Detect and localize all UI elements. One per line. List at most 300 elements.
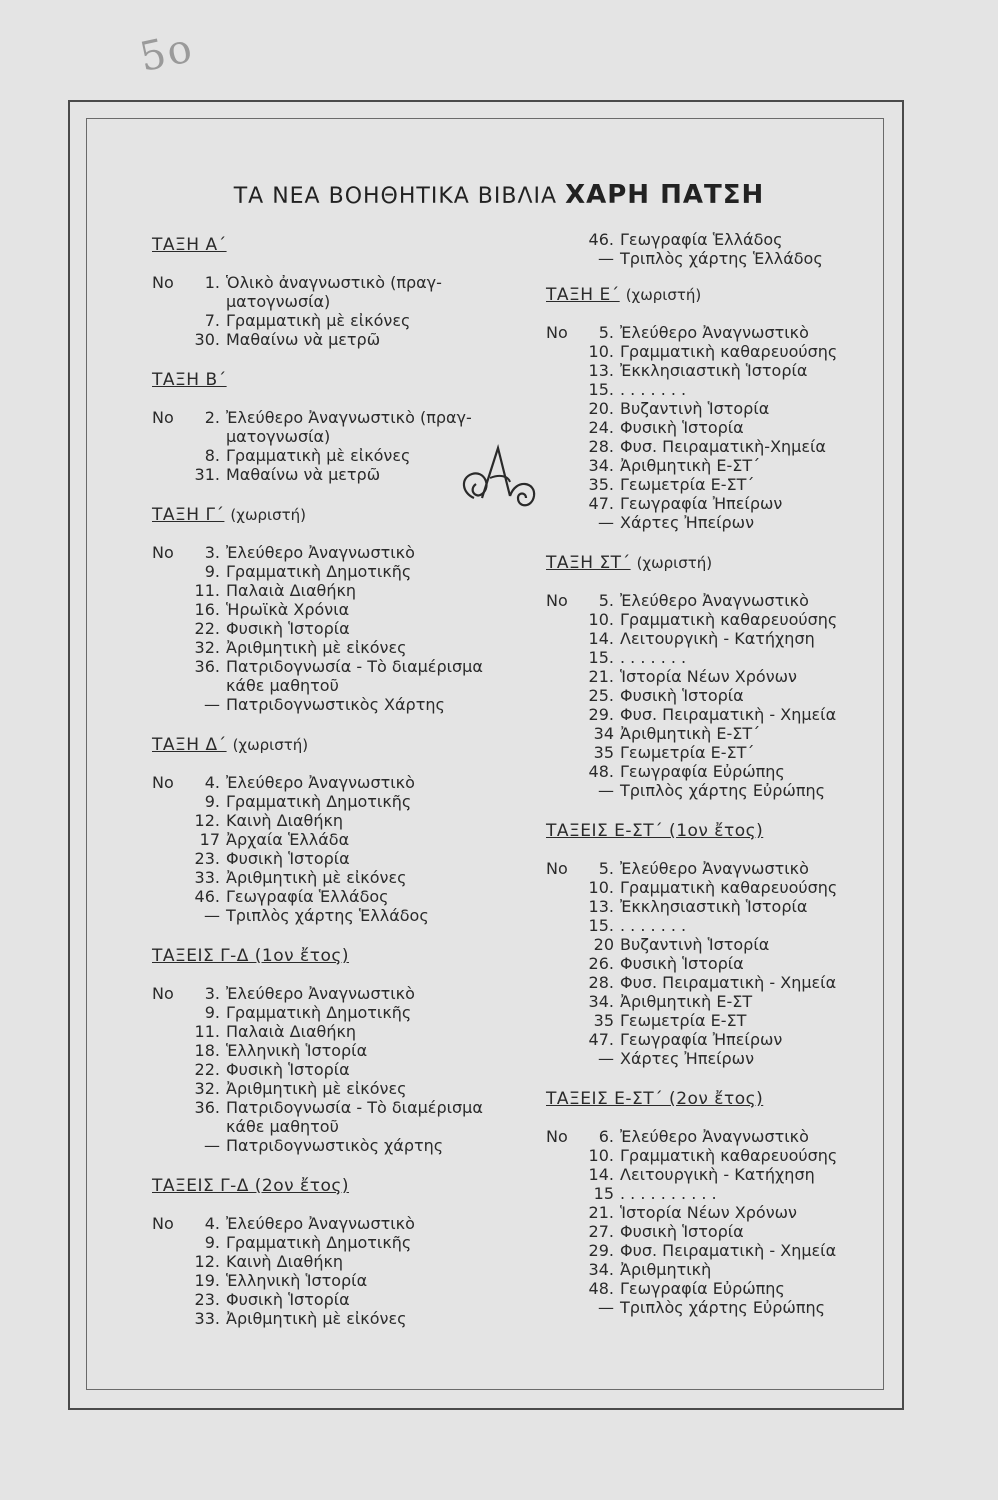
book-title: Γραμματικὴ μὲ εἰκόνες [226,446,411,465]
entry-prefix [152,792,188,811]
book-title: Ἐλεύθερο Ἀναγνωστικὸ [620,859,809,878]
book-title: Ἐλεύθερο Ἀναγνωστικὸ [226,984,415,1003]
book-entry [152,465,532,484]
entry-prefix [546,418,582,437]
book-title: Γεωμετρία Ε-ΣΤ΄ [620,475,755,494]
book-number: 36. [194,1098,220,1117]
book-title: Ἀριθμητικὴ μὲ εἰκόνες [226,868,407,887]
book-entry [546,878,876,897]
book-number: 21. [588,1203,614,1222]
book-title: κάθε μαθητοῦ [226,676,339,695]
entry-prefix [152,1022,188,1041]
entry-prefix [152,638,188,657]
book-entry [152,273,532,292]
book-title: Παλαιὰ Διαθήκη [226,1022,357,1041]
book-entry [152,600,532,619]
book-title: Γεωγραφία Ἠπείρων [620,494,783,513]
book-entry [546,1030,876,1049]
book-number: 29. [588,1241,614,1260]
book-number: 33. [194,1309,220,1328]
book-title: Γραμματικὴ καθαρευούσης [620,610,838,629]
book-entry [152,311,532,330]
book-number: 15. [588,916,614,935]
book-entry [152,1252,532,1271]
entry-prefix [546,1241,582,1260]
book-title: Χάρτες Ἠπείρων [620,513,754,532]
book-number: 34. [588,456,614,475]
book-entry [152,1136,532,1155]
entry-prefix [546,629,582,648]
book-entry [546,591,876,610]
book-number: 14. [588,1165,614,1184]
book-title: Γραμματικὴ Δημοτικῆς [226,1233,412,1252]
book-title: Ἐλεύθερο Ἀναγνωστικὸ [620,323,809,342]
book-entry [546,399,876,418]
entry-prefix: Νο [546,1127,568,1146]
book-title: Ἑλληνικὴ Ἱστορία [226,1041,368,1060]
entry-prefix [546,437,582,456]
entry-prefix [546,1222,582,1241]
book-title: Τριπλὸς χάρτης Εὐρώπης [620,1298,825,1317]
book-title: Ἀριθμητικὴ μὲ εἰκόνες [226,638,407,657]
class-section [152,736,532,925]
entry-prefix [152,849,188,868]
book-entry [152,619,532,638]
book-number: 34 [593,724,614,743]
book-number: 23. [194,1290,220,1309]
book-entry [546,1203,876,1222]
book-entry [546,1011,876,1030]
book-entry [152,811,532,830]
entry-prefix [546,1184,582,1203]
book-number: 19. [194,1271,220,1290]
entry-prefix [546,380,582,399]
book-entry [546,380,876,399]
section-heading [546,1090,876,1109]
book-entry [546,1184,876,1203]
book-entry [152,1003,532,1022]
book-title: Γραμματικὴ καθαρευούσης [620,878,838,897]
book-entry [546,1279,876,1298]
title-publisher: ΧΑΡΗ ΠΑΤΣΗ [565,180,765,210]
book-number: 25. [588,686,614,705]
book-title: Λειτουργικὴ - Κατήχηση [620,629,815,648]
book-title: Ἀριθμητικὴ [620,1260,712,1279]
book-number: 10. [588,1146,614,1165]
entry-prefix [152,1098,188,1117]
section-name: ΤΑΞΗ Ε΄ [546,285,620,305]
book-title: Γεωγραφία Ἑλλάδος [226,887,389,906]
book-title: ματογνωσία) [226,292,331,311]
book-number: 3. [204,984,220,1003]
book-number: 8. [204,446,220,465]
book-title: ματογνωσία) [226,427,331,446]
class-section [546,286,876,532]
entry-prefix [546,342,582,361]
book-number: 10. [588,878,614,897]
book-entry [546,724,876,743]
book-title: Μαθαίνω νὰ μετρῶ [226,330,381,349]
book-number: 28. [588,973,614,992]
book-number: 9. [204,1003,220,1022]
book-number: 23. [194,849,220,868]
book-entry [546,475,876,494]
book-number: 16. [194,600,220,619]
book-number: 12. [194,811,220,830]
book-number: 11. [194,581,220,600]
book-number [188,427,226,446]
class-section [546,554,876,800]
book-number [188,1117,226,1136]
book-number: — [204,906,220,925]
entry-prefix [152,292,188,311]
book-entry [546,323,876,342]
book-entry [546,705,876,724]
book-entry [546,781,876,800]
book-title: . . . . . . . . . . [620,1184,717,1203]
book-number: 15. [588,380,614,399]
entry-prefix [152,1136,188,1155]
section-heading [546,822,876,841]
entry-prefix [546,610,582,629]
section-name: ΤΑΞΕΙΣ Γ-Δ (2ον ἔτος) [152,1176,349,1196]
book-number: 5. [598,591,614,610]
book-entry [546,513,876,532]
entry-prefix [546,743,582,762]
entry-prefix [152,311,188,330]
book-number [188,676,226,695]
entry-prefix [546,1165,582,1184]
book-title: Ἡρωϊκὰ Χρόνια [226,600,350,619]
section-heading [152,371,532,390]
book-number: 5. [598,859,614,878]
book-entry [546,1165,876,1184]
section-name: ΤΑΞΗ Α΄ [152,235,227,255]
entry-prefix [546,230,582,249]
book-number: 34. [588,992,614,1011]
right-sections [546,286,876,1317]
entry-prefix [546,361,582,380]
class-section [152,236,532,349]
book-number: 48. [588,1279,614,1298]
book-entry [546,935,876,954]
entry-prefix [546,1049,582,1068]
book-title: Φυσ. Πειραματικὴ - Χημεία [620,973,837,992]
section-name: ΤΑΞΕΙΣ Ε-ΣΤ΄ (2ον ἔτος) [546,1089,764,1109]
book-entry [152,1041,532,1060]
book-number: 30. [194,330,220,349]
section-note: (χωριστή) [230,506,306,524]
entry-prefix [546,762,582,781]
section-name: ΤΑΞΕΙΣ Γ-Δ (1ον ἔτος) [152,946,349,966]
book-number: 14. [588,629,614,648]
book-entry [152,887,532,906]
book-number: 9. [204,562,220,581]
book-title: Πατριδογνωσία - Τὸ διαμέρισμα [226,657,483,676]
book-title: κάθε μαθητοῦ [226,1117,339,1136]
entry-prefix [546,686,582,705]
book-number: 35 [593,1011,614,1030]
entry-prefix [546,973,582,992]
book-entry [546,1298,876,1317]
book-title: Χάρτες Ἠπείρων [620,1049,754,1068]
entry-prefix: Νο [152,773,174,792]
book-number: 29. [588,705,614,724]
book-number: 33. [194,868,220,887]
title-prefix: ΤΑ ΝΕΑ ΒΟΗΘΗΤΙΚΑ ΒΙΒΛΙΑ [233,184,558,209]
entry-prefix [152,446,188,465]
entry-prefix [546,916,582,935]
entry-prefix [546,897,582,916]
section-name: ΤΑΞΕΙΣ Ε-ΣΤ΄ (1ον ἔτος) [546,821,764,841]
book-entry [152,868,532,887]
book-entry [152,427,532,446]
book-title: Τριπλὸς χάρτης Εὐρώπης [620,781,825,800]
entry-prefix [546,1260,582,1279]
book-title: Μαθαίνω νὰ μετρῶ [226,465,381,484]
book-title: Ἀριθμητικὴ Ε-ΣΤ [620,992,753,1011]
section-note: (χωριστή) [636,554,713,572]
book-title: Φυσικὴ Ἱστορία [620,1222,744,1241]
book-number: 35. [588,475,614,494]
entry-prefix [546,954,582,973]
book-number: 2. [204,408,220,427]
book-entry [152,1309,532,1328]
continued-section [546,230,876,268]
section-name: ΤΑΞΗ Γ΄ [152,505,225,525]
entry-prefix [152,581,188,600]
book-entry [546,342,876,361]
book-title: Βυζαντινὴ Ἱστορία [620,935,770,954]
book-entry [546,686,876,705]
book-number: 13. [588,361,614,380]
book-entry [546,667,876,686]
entry-prefix [152,427,188,446]
book-title: Γραμματικὴ Δημοτικῆς [226,562,412,581]
class-section [546,1090,876,1317]
book-title: Φυσικὴ Ἱστορία [226,1290,350,1309]
book-number: 22. [194,619,220,638]
entry-prefix [152,1252,188,1271]
book-entry [546,1260,876,1279]
section-heading [152,506,532,525]
book-title: Φυσικὴ Ἱστορία [226,849,350,868]
book-number: 12. [194,1252,220,1271]
book-title: Φυσικὴ Ἱστορία [620,954,744,973]
book-title: Καινὴ Διαθήκη [226,811,344,830]
section-heading [152,1177,532,1196]
book-number: 11. [194,1022,220,1041]
book-entry [152,792,532,811]
book-number: 15 [593,1184,614,1203]
book-entry [152,581,532,600]
book-title: Λειτουργικὴ - Κατήχηση [620,1165,815,1184]
book-title: Ἀρχαία Ἑλλάδα [226,830,350,849]
book-number: 48. [588,762,614,781]
book-title: Ἱστορία Νέων Χρόνων [620,667,797,686]
book-number: 10. [588,342,614,361]
book-entry [546,743,876,762]
book-title: Φυσικὴ Ἱστορία [620,686,744,705]
book-entry [546,437,876,456]
book-entry [546,648,876,667]
book-number: 46. [194,887,220,906]
book-entry [152,543,532,562]
book-entry [152,1022,532,1041]
book-number: — [598,513,614,532]
book-title: Γεωγραφία Εὐρώπης [620,1279,785,1298]
book-number: 4. [204,1214,220,1233]
book-number: 34. [588,1260,614,1279]
book-title: Ἐλεύθερο Ἀναγνωστικὸ (πραγ- [226,408,472,427]
book-number: 7. [204,311,220,330]
entry-prefix [546,1279,582,1298]
book-title: Ἀριθμητικὴ μὲ εἰκόνες [226,1079,407,1098]
book-entry [546,1049,876,1068]
book-title: Ἐκκλησιαστικὴ Ἱστορία [620,897,808,916]
book-number: 35 [593,743,614,762]
book-title: Γραμματικὴ καθαρευούσης [620,1146,838,1165]
book-entry [546,897,876,916]
entry-prefix [546,705,582,724]
entry-prefix: Νο [152,273,174,292]
book-title: Φυσικὴ Ἱστορία [226,1060,350,1079]
book-number: 20. [588,399,614,418]
section-name: ΤΑΞΗ ΣΤ΄ [546,553,631,573]
entry-prefix [546,724,582,743]
book-number: 15. [588,648,614,667]
book-number: 24. [588,418,614,437]
book-number: 28. [588,437,614,456]
entry-prefix [546,781,582,800]
book-number: 22. [194,1060,220,1079]
book-title: Φυσ. Πειραματικὴ - Χημεία [620,705,837,724]
entry-prefix [152,1290,188,1309]
book-title: Καινὴ Διαθήκη [226,1252,344,1271]
entry-prefix [152,657,188,676]
entry-prefix: Νο [152,984,174,1003]
book-number: 47. [588,494,614,513]
book-title: Γραμματικὴ καθαρευούσης [620,342,838,361]
book-entry [546,418,876,437]
class-section [152,947,532,1155]
book-title: Γεωμετρία Ε-ΣΤ΄ [620,743,755,762]
book-title: Γεωγραφία Ἑλλάδος [620,230,783,249]
book-entry [152,830,532,849]
book-title: Γεωμετρία Ε-ΣΤ [620,1011,747,1030]
book-title: . . . . . . . [620,380,687,399]
book-entry [152,676,532,695]
book-title: Ἀριθμητικὴ Ε-ΣΤ΄ [620,456,761,475]
book-number: 3. [204,543,220,562]
book-title: Γεωγραφία Εὐρώπης [620,762,785,781]
book-entry [546,973,876,992]
entry-prefix [546,935,582,954]
book-number: — [204,695,220,714]
entry-prefix [152,1271,188,1290]
book-title: Φυσικὴ Ἱστορία [620,418,744,437]
book-entry [546,456,876,475]
book-entry [152,1290,532,1309]
entry-prefix [152,811,188,830]
entry-prefix [152,1003,188,1022]
book-title: Φυσ. Πειραματικὴ - Χημεία [620,1241,837,1260]
book-title: Βυζαντινὴ Ἱστορία [620,399,770,418]
section-heading [152,947,532,966]
book-entry [152,1117,532,1136]
book-entry [152,849,532,868]
entry-prefix [152,1041,188,1060]
entry-prefix [152,619,188,638]
book-entry [152,1233,532,1252]
entry-prefix [546,399,582,418]
entry-prefix [546,1011,582,1030]
entry-prefix [152,676,188,695]
book-entry [546,361,876,380]
book-number: 47. [588,1030,614,1049]
entry-prefix [152,1060,188,1079]
book-title: Ὁλικὸ ἀναγνωστικὸ (πραγ- [226,273,442,292]
book-title: . . . . . . . [620,648,687,667]
section-heading [546,554,876,573]
book-entry [546,249,876,268]
book-entry [152,1079,532,1098]
pencil-mark: 5ο [135,24,198,82]
book-title: Ἐλεύθερο Ἀναγνωστικὸ [226,773,415,792]
book-entry [546,610,876,629]
book-number: 26. [588,954,614,973]
entry-prefix [546,249,582,268]
section-heading [152,236,532,255]
book-title: Γραμματικὴ μὲ εἰκόνες [226,311,411,330]
book-title: Τριπλὸς χάρτης Ἑλλάδος [620,249,823,268]
book-entry [546,916,876,935]
entry-prefix [152,465,188,484]
book-title: Ἑλληνικὴ Ἱστορία [226,1271,368,1290]
entry-prefix [152,1309,188,1328]
book-entry [152,638,532,657]
book-number: 1. [204,273,220,292]
entry-prefix [546,1203,582,1222]
section-note: (χωριστή) [625,286,702,304]
book-number [188,292,226,311]
entry-prefix [152,1117,188,1136]
entry-prefix [152,695,188,714]
book-number: 4. [204,773,220,792]
book-entry [546,629,876,648]
book-title: Ἐλεύθερο Ἀναγνωστικὸ [226,543,415,562]
entry-prefix [152,562,188,581]
book-entry [152,906,532,925]
section-name: ΤΑΞΗ Β΄ [152,370,227,390]
entry-prefix [546,1298,582,1317]
book-entry [152,330,532,349]
page-title [0,180,998,210]
book-entry [152,773,532,792]
entry-prefix [546,456,582,475]
entry-prefix [152,830,188,849]
book-entry [152,695,532,714]
entry-prefix [152,600,188,619]
book-entry [152,446,532,465]
book-title: Φυσικὴ Ἱστορία [226,619,350,638]
book-number: 27. [588,1222,614,1241]
entry-prefix [152,330,188,349]
entry-prefix [152,887,188,906]
book-entry [546,1127,876,1146]
entry-prefix [152,868,188,887]
entry-prefix: Νο [546,859,568,878]
